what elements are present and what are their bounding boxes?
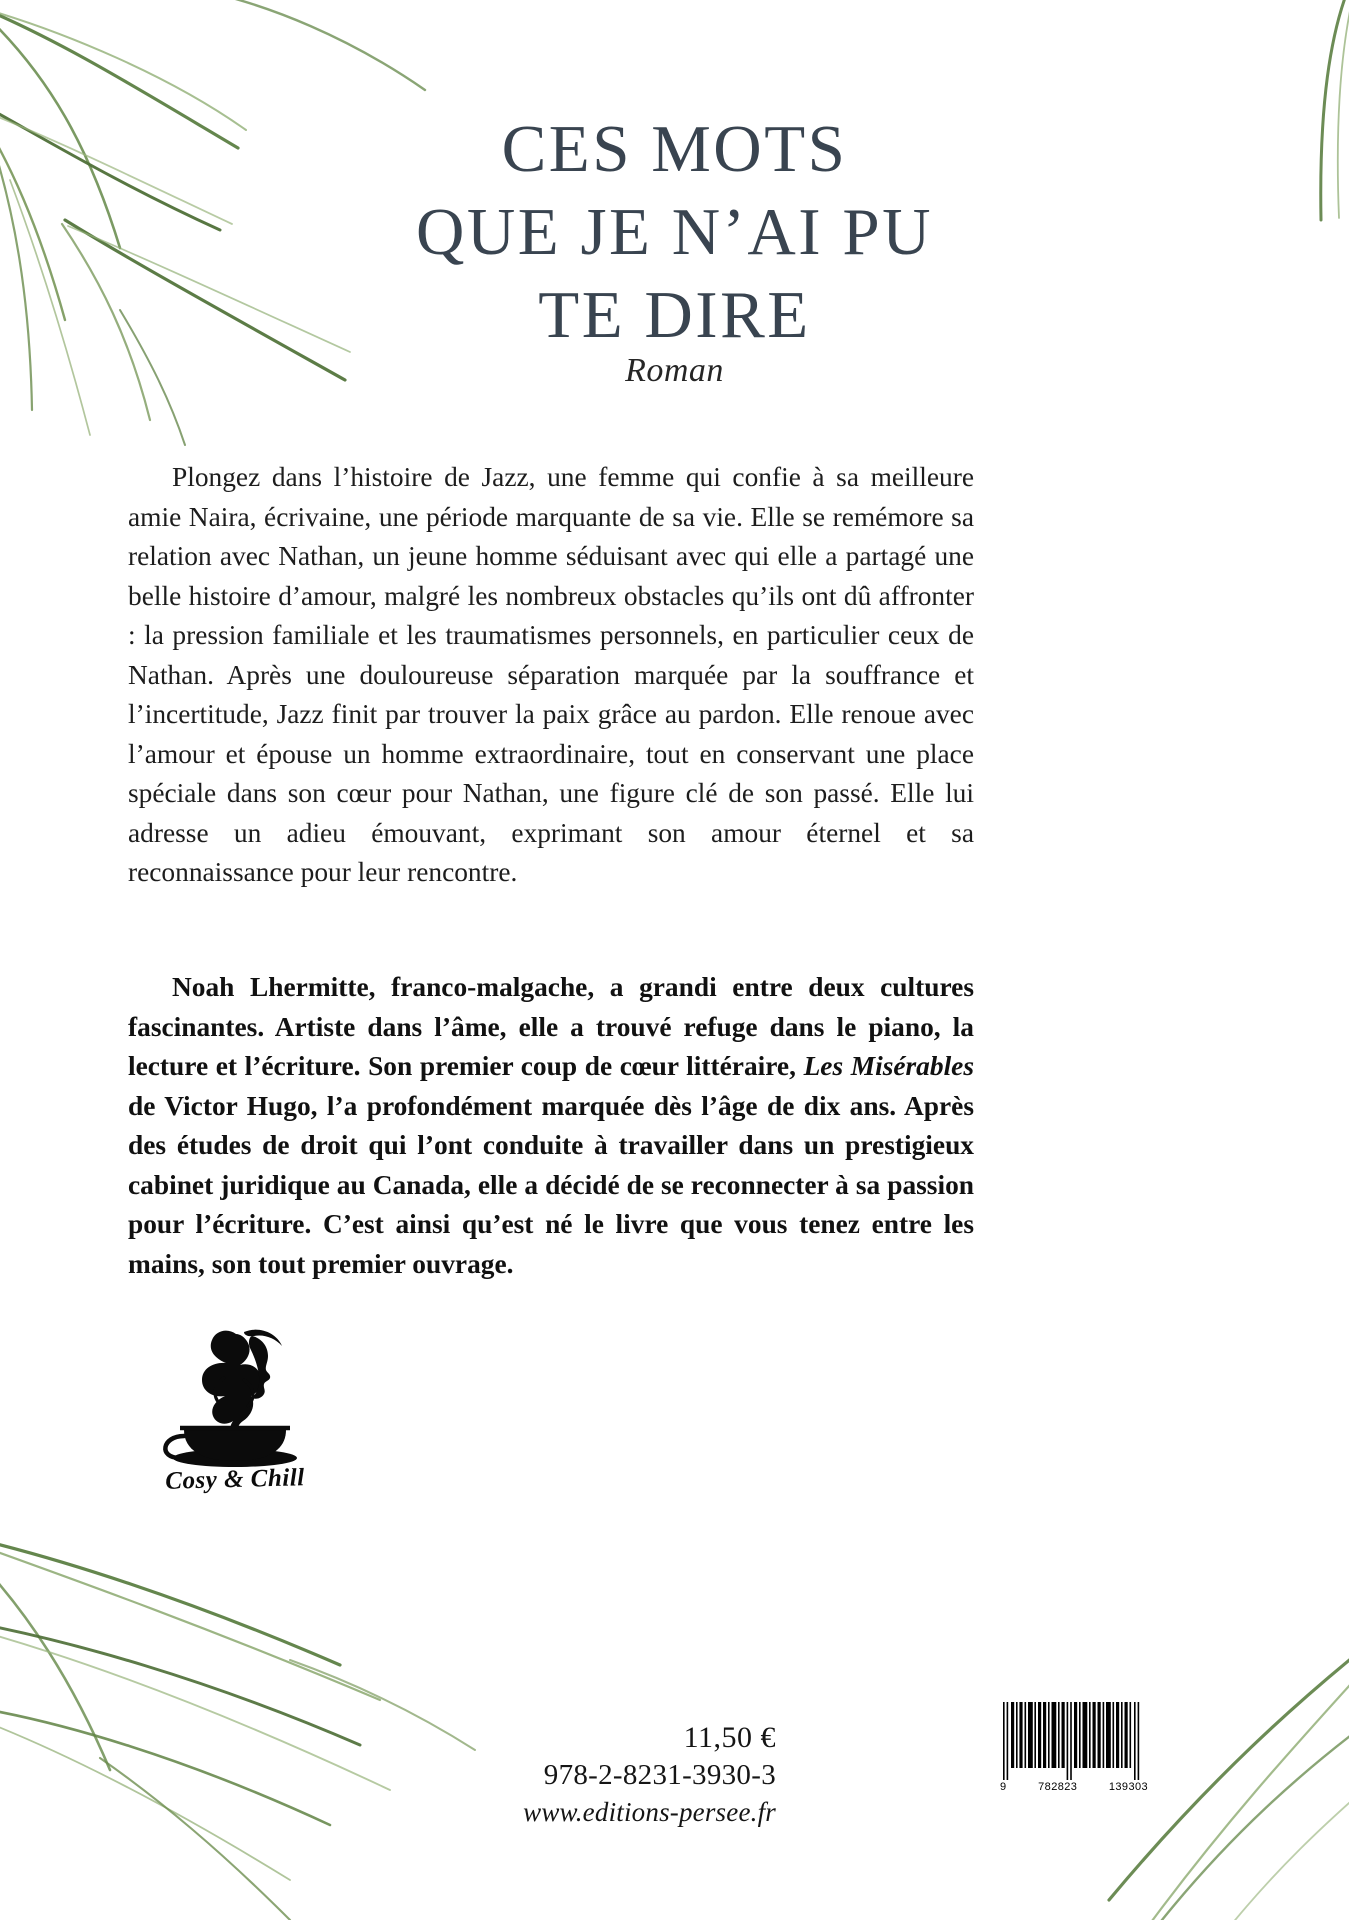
barcode-digit-group-1: 9 (1000, 1781, 1007, 1793)
isbn-label: 978-2-8231-3930-3 (543, 1759, 776, 1791)
bio-text-part-2: de Victor Hugo, l’a profondément marquée dès l’âge de dix ans. Après des études de droit qui l’ont conduite à travailler dans un prestigieux cabinet juridique au Canada, elle a décidé de se reconnecter à sa passion pour l’écriture. C’est ainsi qu’est né le livre que vous tenez entre les mains, son tout premier ouvrage. (128, 1090, 974, 1279)
title-line-2: QUE JE N’AI PU (416, 195, 933, 270)
price-label: 11,50 € (683, 1721, 776, 1754)
publisher-wordmark: Cosy & Chill (164, 1464, 306, 1495)
bio-text-part-1: Noah Lhermitte, franco-malgache, a grandi entre deux cultures fascinantes. Artiste dans l’âme, elle a trouvé refuge dans le piano, la lecture et l’écriture. Son premier coup de cœur littéraire, (128, 972, 974, 1081)
publisher-logo (140, 1318, 330, 1523)
barcode-digits (1000, 1781, 1148, 1793)
barcode-bars (1000, 1702, 1148, 1780)
foliage-decoration-bottom-left (0, 1500, 480, 1920)
author-biography-paragraph (128, 968, 974, 1284)
footer-publication-info (523, 1718, 776, 1830)
book-title (0, 108, 1349, 357)
title-line-1: CES MOTS (501, 112, 848, 186)
barcode-digit-group-3: 139303 (1108, 1781, 1148, 1793)
book-subtitle-genre: Roman (625, 352, 724, 389)
coffee-cup-woman-silhouette-icon (140, 1318, 330, 1468)
title-line-3: TE DIRE (538, 278, 811, 353)
barcode-digit-group-2: 782823 (1038, 1781, 1078, 1793)
synopsis-paragraph: Plongez dans l’histoire de Jazz, une femme qui confie à sa meilleure amie Naira, écrivaine, une période marquante de sa vie. Elle se remémore sa relation avec Nathan, un jeune homme séduisant avec qui elle a partagé une belle histoire d’amour, malgré les nombreux obstacles qu’ils ont dû affronter : la pression familiale et les traumatismes personnels, en particulier ceux de Nathan. Après une douloureuse séparation marquée par la souffrance et l’incertitude, Jazz finit par trouver la paix grâce au pardon. Elle renoue avec l’amour et épouse un homme extraordinaire, tout en conservant une place spéciale dans son cœur pour Nathan, une figure clé de son passé. Elle lui adresse un adieu émouvant, exprimant son amour éternel et sa reconnaissance pour leur rencontre. (128, 462, 974, 887)
referenced-work-title: Les Misérables (803, 1051, 974, 1081)
isbn-barcode (1000, 1702, 1148, 1800)
publisher-website-label: www.editions-persee.fr (523, 1796, 776, 1827)
